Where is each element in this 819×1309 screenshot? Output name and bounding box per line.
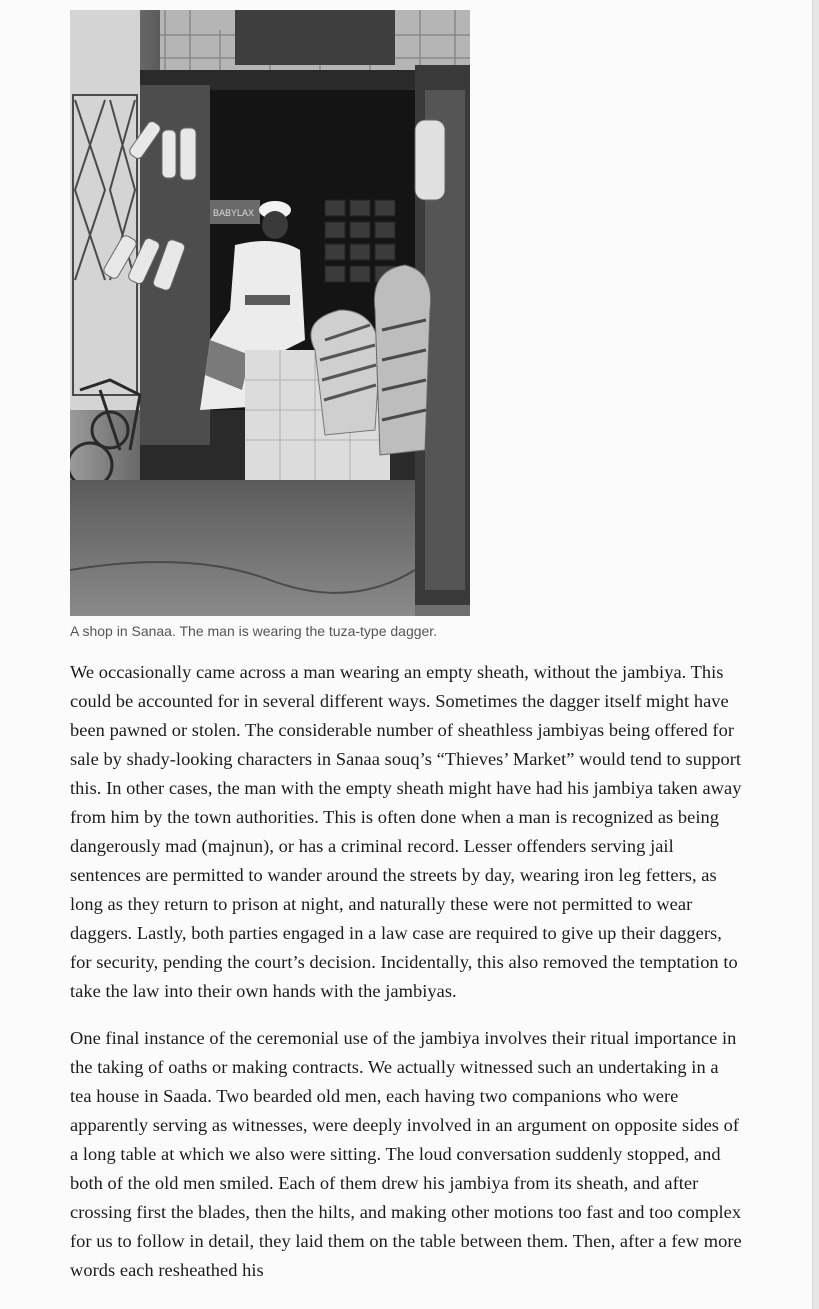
shop-photo (70, 10, 470, 616)
paragraph-oaths-contracts: One final instance of the ceremonial use of the jambiya involves their ritual importance in the taking of oaths or making contracts. We actually witnessed such an undertaking in a tea house in Saada. Two bearded old men, each having two companions who were apparently serving as witnesses, were deeply involved in an argument on opposite sides of a long table at which we also were sitting. The loud conversation suddenly stopped, and both of the old men smiled. Each of them drew his jambiya from its sheath, and after crossing first the blades, then the hilts, and making other motions too fast and too complex for us to follow in detail, they laid them on the table between them. Then, after a few more words each resheathed his (70, 1028, 742, 1280)
paragraph-empty-sheath: We occasionally came across a man wearing an empty sheath, without the jambiya. This could be accounted for in several different ways. Sometimes the dagger itself might have been pawned or stolen. The considerable number of sheathless jambiyas being offered for sale by shady-looking characters in Sanaa souq’s “Thieves’ Market” would tend to support this. In other cases, the man with the empty sheath might have had his jambiya taken away from him by the town authorities. This is often done when a man is recognized as being dangerously mad (majnun), or has a criminal record. Lesser offenders serving jail sentences are permitted to wander around the streets by day, wearing iron leg fetters, as long as they return to prison at night, and naturally these were not permitted to wear daggers. Lastly, both parties engaged in a law case are required to give up their daggers, for security, pending the court’s decision. Incidentally, this also removed the temptation to take the law into their own hands with the jambiyas. (70, 662, 742, 1001)
page-edge (812, 0, 819, 1309)
article (70, 10, 742, 1285)
shop-sign-text: BABYLAX (213, 208, 255, 218)
figure-caption: A shop in Sanaa. The man is wearing the tuza-type dagger. (70, 623, 438, 639)
shop-figure (70, 10, 470, 641)
